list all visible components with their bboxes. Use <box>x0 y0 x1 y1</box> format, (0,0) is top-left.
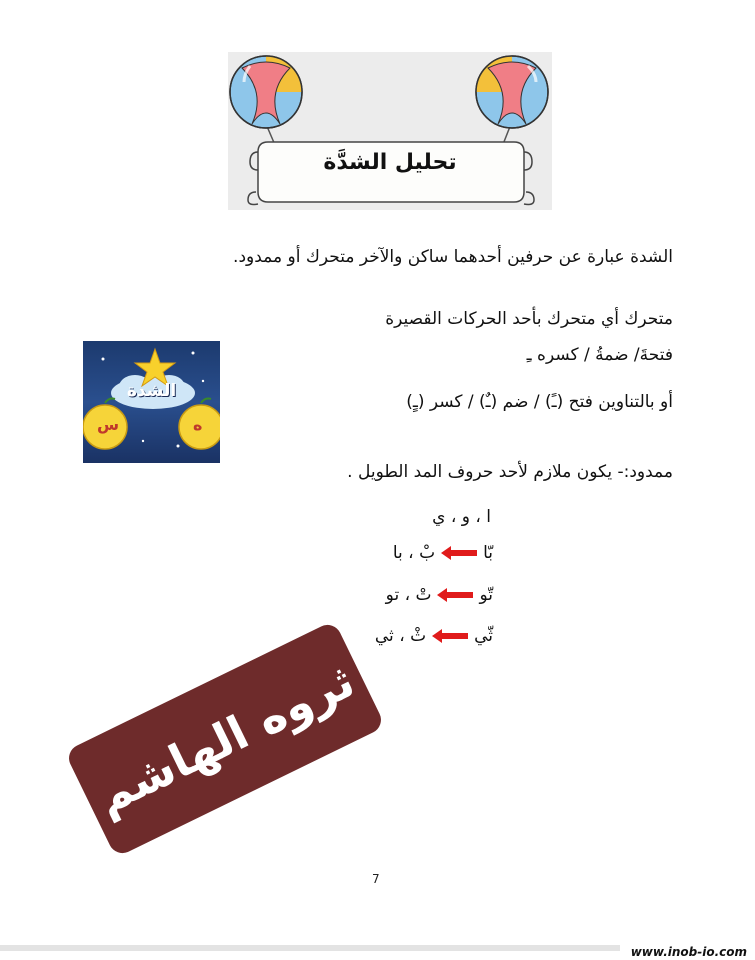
balloons-scroll-illustration <box>228 52 552 210</box>
extended-definition-text: ممدود:- يكون ملازم لأحد حروف المد الطويل . <box>347 462 673 482</box>
arrow-left-icon <box>432 629 468 643</box>
watermark-stamp <box>64 620 385 858</box>
badge-left-letter: س <box>97 415 120 434</box>
example-parts: تْ ، تو <box>385 585 432 605</box>
example-result: ثّي <box>474 626 493 646</box>
example-row <box>386 585 493 605</box>
arrow-left-icon <box>437 588 473 602</box>
footer-bar <box>0 945 620 951</box>
definition-text: الشدة عبارة عن حرفين أحدهما ساكن والآخر متحرك أو ممدود. <box>233 247 673 267</box>
badge-right-letter: ه <box>193 415 203 434</box>
tanween-text: أو بالتناوين فتح (ـً) / ضم (ـٌ) / كسر (ـٍ) <box>406 392 673 412</box>
stars-background-icon <box>83 341 220 463</box>
moving-definition-text: متحرك أي متحرك بأحد الحركات القصيرة <box>385 309 673 329</box>
long-letters-text: ا ، و ، ي <box>432 507 491 527</box>
watermark-text: ثروه الهاشم <box>87 653 363 825</box>
example-result: تّو <box>479 585 493 605</box>
example-parts: ثْ ، ثي <box>374 626 427 646</box>
site-url: www.inob-io.com <box>630 945 747 959</box>
shadda-badge-image <box>83 341 220 463</box>
example-result: بّا <box>483 543 493 563</box>
short-vowels-text: فتحةَ/ ضمةُ / كسره ـِ <box>526 345 673 365</box>
badge-label: الشدة <box>126 381 177 401</box>
arrow-left-icon <box>441 546 477 560</box>
page-title: تحليل الشدَّة <box>323 150 457 175</box>
example-row <box>393 543 493 563</box>
right-balloon-icon <box>476 56 548 128</box>
example-row <box>375 626 493 646</box>
left-balloon-icon <box>230 56 302 128</box>
page-number: 7 <box>372 872 380 886</box>
title-banner <box>228 52 552 210</box>
example-parts: بْ ، با <box>392 543 436 563</box>
